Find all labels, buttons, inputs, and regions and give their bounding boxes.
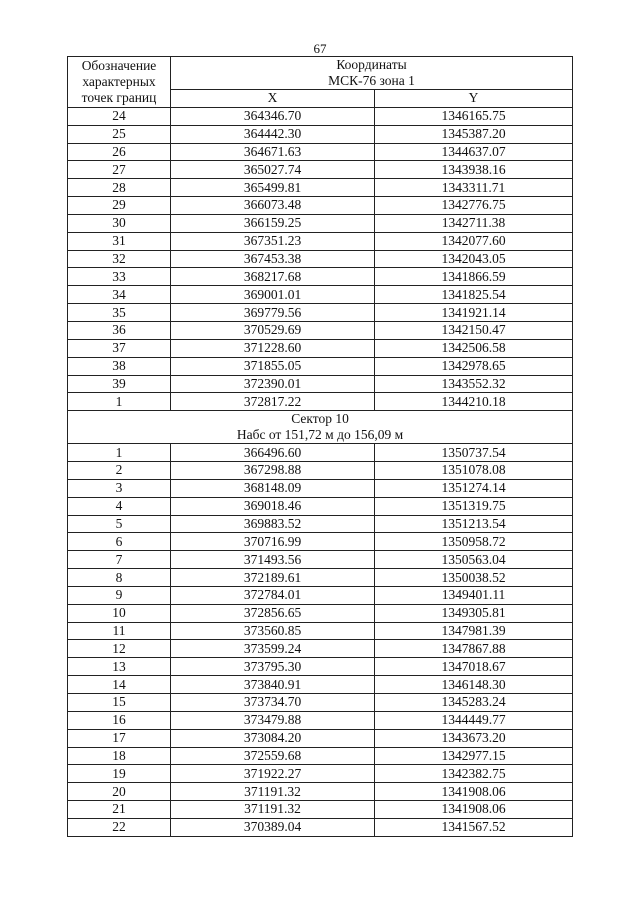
point-number-cell: 2 — [68, 462, 171, 480]
y-coordinate-cell: 1342506.58 — [375, 339, 573, 357]
y-coordinate-cell: 1344449.77 — [375, 711, 573, 729]
y-coordinate-cell: 1341825.54 — [375, 286, 573, 304]
x-coordinate-cell: 370716.99 — [171, 533, 375, 551]
table-row — [68, 462, 573, 480]
table-row — [68, 143, 573, 161]
y-coordinate-cell: 1344637.07 — [375, 143, 573, 161]
coordinates-table — [67, 56, 573, 837]
table-row — [68, 339, 573, 357]
table-row — [68, 375, 573, 393]
x-coordinate-cell: 364346.70 — [171, 107, 375, 125]
table-row — [68, 818, 573, 836]
y-coordinate-cell: 1344210.18 — [375, 393, 573, 411]
x-coordinate-cell: 373084.20 — [171, 729, 375, 747]
table-row — [68, 179, 573, 197]
x-coordinate-cell: 373795.30 — [171, 658, 375, 676]
x-coordinate-cell: 369001.01 — [171, 286, 375, 304]
y-coordinate-cell: 1343938.16 — [375, 161, 573, 179]
point-number-cell: 37 — [68, 339, 171, 357]
point-number-cell: 33 — [68, 268, 171, 286]
table-row — [68, 747, 573, 765]
point-number-cell: 6 — [68, 533, 171, 551]
y-coordinate-cell: 1342043.05 — [375, 250, 573, 268]
y-coordinate-cell: 1342978.65 — [375, 357, 573, 375]
point-number-cell: 10 — [68, 604, 171, 622]
x-coordinate-cell: 372856.65 — [171, 604, 375, 622]
table-row — [68, 694, 573, 712]
point-number-cell: 3 — [68, 479, 171, 497]
y-coordinate-cell: 1341921.14 — [375, 304, 573, 322]
y-coordinate-cell: 1345387.20 — [375, 125, 573, 143]
table-row — [68, 125, 573, 143]
y-coordinate-cell: 1350563.04 — [375, 551, 573, 569]
y-coordinate-cell: 1341908.06 — [375, 783, 573, 801]
x-coordinate-cell: 371191.32 — [171, 801, 375, 819]
point-number-cell: 35 — [68, 304, 171, 322]
point-number-cell: 31 — [68, 232, 171, 250]
point-number-cell: 9 — [68, 586, 171, 604]
point-designation-header — [68, 57, 171, 108]
table-row — [68, 622, 573, 640]
x-coordinate-cell: 370529.69 — [171, 321, 375, 339]
y-coordinate-cell: 1351319.75 — [375, 497, 573, 515]
table-row — [68, 711, 573, 729]
sector-height-range: Набс от 151,72 м до 156,09 м — [236, 427, 404, 443]
point-number-cell: 1 — [68, 393, 171, 411]
point-number-cell: 39 — [68, 375, 171, 393]
x-coordinate-cell: 372189.61 — [171, 569, 375, 587]
x-coordinate-cell: 366073.48 — [171, 197, 375, 215]
y-coordinate-cell: 1341908.06 — [375, 801, 573, 819]
y-coordinate-cell: 1341567.52 — [375, 818, 573, 836]
table-row — [68, 286, 573, 304]
table-row — [68, 765, 573, 783]
x-coordinate-cell: 364671.63 — [171, 143, 375, 161]
table-row — [68, 444, 573, 462]
point-header-line: точек границ — [81, 89, 157, 105]
y-coordinate-cell: 1351078.08 — [375, 462, 573, 480]
point-number-cell: 30 — [68, 214, 171, 232]
table-row — [68, 551, 573, 569]
y-coordinate-cell: 1342776.75 — [375, 197, 573, 215]
table-row — [68, 783, 573, 801]
table-row — [68, 214, 573, 232]
point-number-cell: 27 — [68, 161, 171, 179]
point-number-cell: 4 — [68, 497, 171, 515]
sector-row — [68, 411, 573, 444]
coordinates-title: Координаты — [336, 57, 407, 72]
coordinate-system: МСК-76 зона 1 — [328, 73, 415, 88]
x-coordinate-cell: 368148.09 — [171, 479, 375, 497]
point-number-cell: 29 — [68, 197, 171, 215]
table-row — [68, 658, 573, 676]
x-coordinate-cell: 372784.01 — [171, 586, 375, 604]
x-coordinate-cell: 366159.25 — [171, 214, 375, 232]
y-coordinate-cell: 1347867.88 — [375, 640, 573, 658]
point-number-cell: 32 — [68, 250, 171, 268]
point-number-cell: 17 — [68, 729, 171, 747]
y-coordinate-cell: 1349401.11 — [375, 586, 573, 604]
point-number-cell: 12 — [68, 640, 171, 658]
table-row — [68, 250, 573, 268]
page-number: 67 — [313, 41, 327, 56]
table-row — [68, 107, 573, 125]
y-coordinate-cell: 1345283.24 — [375, 694, 573, 712]
x-coordinate-cell: 364442.30 — [171, 125, 375, 143]
x-column-header: X — [171, 90, 375, 108]
x-coordinate-cell: 370389.04 — [171, 818, 375, 836]
y-coordinate-cell: 1351274.14 — [375, 479, 573, 497]
point-number-cell: 16 — [68, 711, 171, 729]
table-row — [68, 232, 573, 250]
point-number-cell: 1 — [68, 444, 171, 462]
point-number-cell: 34 — [68, 286, 171, 304]
point-number-cell: 15 — [68, 694, 171, 712]
y-column-header: Y — [375, 90, 573, 108]
table-row — [68, 676, 573, 694]
point-header-line: Обозначение — [81, 57, 157, 73]
y-coordinate-cell: 1347981.39 — [375, 622, 573, 640]
table-row — [68, 497, 573, 515]
point-number-cell: 24 — [68, 107, 171, 125]
x-coordinate-cell: 369018.46 — [171, 497, 375, 515]
table-row — [68, 515, 573, 533]
x-coordinate-cell: 371922.27 — [171, 765, 375, 783]
point-header-line: характерных — [82, 73, 156, 89]
sector-title: Сектор 10 — [291, 411, 349, 427]
x-coordinate-cell: 373840.91 — [171, 676, 375, 694]
x-coordinate-cell: 367298.88 — [171, 462, 375, 480]
point-number-cell: 26 — [68, 143, 171, 161]
point-number-cell: 14 — [68, 676, 171, 694]
coordinates-header — [171, 57, 573, 90]
y-coordinate-cell: 1341866.59 — [375, 268, 573, 286]
y-coordinate-cell: 1350737.54 — [375, 444, 573, 462]
point-number-cell: 20 — [68, 783, 171, 801]
x-coordinate-cell: 371493.56 — [171, 551, 375, 569]
table-row — [68, 479, 573, 497]
x-coordinate-cell: 366496.60 — [171, 444, 375, 462]
table-row — [68, 197, 573, 215]
point-number-cell: 25 — [68, 125, 171, 143]
x-coordinate-cell: 367453.38 — [171, 250, 375, 268]
y-coordinate-cell: 1342382.75 — [375, 765, 573, 783]
y-coordinate-cell: 1342977.15 — [375, 747, 573, 765]
table-row — [68, 393, 573, 411]
table-row — [68, 357, 573, 375]
table-row — [68, 640, 573, 658]
y-coordinate-cell: 1346148.30 — [375, 676, 573, 694]
point-number-cell: 13 — [68, 658, 171, 676]
x-coordinate-cell: 365499.81 — [171, 179, 375, 197]
table-row — [68, 569, 573, 587]
x-coordinate-cell: 373734.70 — [171, 694, 375, 712]
x-coordinate-cell: 372390.01 — [171, 375, 375, 393]
y-coordinate-cell: 1351213.54 — [375, 515, 573, 533]
point-number-cell: 19 — [68, 765, 171, 783]
y-coordinate-cell: 1343311.71 — [375, 179, 573, 197]
y-coordinate-cell: 1343552.32 — [375, 375, 573, 393]
point-number-cell: 5 — [68, 515, 171, 533]
table-row — [68, 268, 573, 286]
sector-header — [68, 411, 573, 444]
point-number-cell: 28 — [68, 179, 171, 197]
x-coordinate-cell: 371191.32 — [171, 783, 375, 801]
table-row — [68, 304, 573, 322]
point-number-cell: 11 — [68, 622, 171, 640]
x-coordinate-cell: 371228.60 — [171, 339, 375, 357]
table-row — [68, 161, 573, 179]
point-number-cell: 22 — [68, 818, 171, 836]
y-coordinate-cell: 1342711.38 — [375, 214, 573, 232]
x-coordinate-cell: 369779.56 — [171, 304, 375, 322]
x-coordinate-cell: 373599.24 — [171, 640, 375, 658]
table-row — [68, 533, 573, 551]
x-coordinate-cell: 365027.74 — [171, 161, 375, 179]
x-coordinate-cell: 373479.88 — [171, 711, 375, 729]
point-number-cell: 18 — [68, 747, 171, 765]
table-row — [68, 801, 573, 819]
y-coordinate-cell: 1350958.72 — [375, 533, 573, 551]
y-coordinate-cell: 1343673.20 — [375, 729, 573, 747]
y-coordinate-cell: 1349305.81 — [375, 604, 573, 622]
table-row — [68, 604, 573, 622]
table-row — [68, 586, 573, 604]
y-coordinate-cell: 1342150.47 — [375, 321, 573, 339]
x-coordinate-cell: 367351.23 — [171, 232, 375, 250]
y-coordinate-cell: 1347018.67 — [375, 658, 573, 676]
x-coordinate-cell: 368217.68 — [171, 268, 375, 286]
x-coordinate-cell: 371855.05 — [171, 357, 375, 375]
table-row — [68, 729, 573, 747]
y-coordinate-cell: 1346165.75 — [375, 107, 573, 125]
x-coordinate-cell: 373560.85 — [171, 622, 375, 640]
point-number-cell: 21 — [68, 801, 171, 819]
point-number-cell: 38 — [68, 357, 171, 375]
y-coordinate-cell: 1350038.52 — [375, 569, 573, 587]
point-number-cell: 8 — [68, 569, 171, 587]
y-coordinate-cell: 1342077.60 — [375, 232, 573, 250]
x-coordinate-cell: 372817.22 — [171, 393, 375, 411]
header-row — [68, 57, 573, 90]
point-number-cell: 36 — [68, 321, 171, 339]
x-coordinate-cell: 372559.68 — [171, 747, 375, 765]
x-coordinate-cell: 369883.52 — [171, 515, 375, 533]
table-row — [68, 321, 573, 339]
point-number-cell: 7 — [68, 551, 171, 569]
